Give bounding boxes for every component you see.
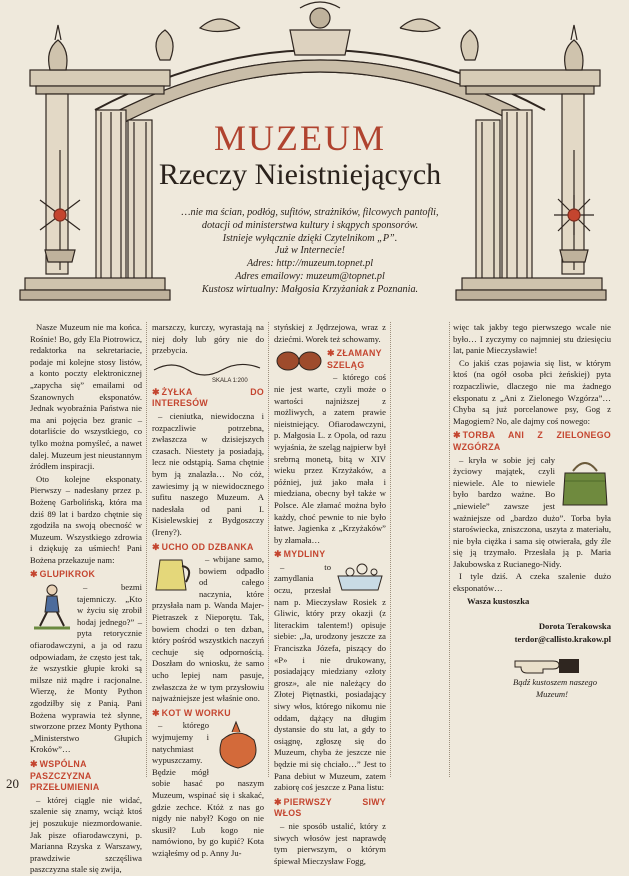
intro-line: …nie ma ścian, podłóg, sufitów, strażników, filcowych pantofli,	[181, 207, 439, 218]
section-heading: ✱ MYDLINY	[274, 549, 326, 560]
broken-coin-illustration	[274, 348, 324, 374]
paragraph: – to zamydlania oczu, przesłał nam p. Mieczysław Rosiek z Gliwic, który przy okazji (z literackim talentem!) opisuje siebie: „Ja, urodzony jeszcze za Franciszka Józefa, piszący do «P» i nie drukowany, posiadający miedziany «złoty grosz», ale nie należący do Złotej Piętnastki, posiadający siwy włos, którego nikomu nie oddam, dążący na długim dystansie do stu lat, a gdy to osiągnę, zgłoszę się do Muzeum, chyba że jeszcze nie będzie mi się chciało…” Jest to Pana debiut w Muzeum, zatem zabiorę coś jeszcze z Pana listu:	[274, 561, 386, 793]
paragraph: I tyle dziś. A czeka szalenie dużo eksponatów…	[453, 571, 611, 594]
section-heading: ✱ KOT W WORKU	[152, 707, 231, 718]
column-rule	[390, 322, 391, 777]
intro-address: Adres: http://muzeum.topnet.pl	[246, 258, 374, 270]
author-name: Dorota Terakowska	[538, 621, 611, 632]
scale-label: SKALA 1:200	[212, 377, 248, 384]
paragraph: – wbijane samo, bowiem odpadło od całego naczynia, które przysłała nam p. Wanda Majer-Pietraszek z Nieporętu. Tak, bowiem chodzi o ten dzban, który pośród wszystkich naczyń cechuje się odpornością. Doszłam do wniosku, że samo ucho lepiej nam pasuje, zwłaszcza że w tym przysłowiu najważniejsze jest właśnie ono.	[152, 554, 264, 704]
paragraph: Nasze Muzeum nie ma końca. Rośnie! Bo, gdy Ela Piotrowicz, redaktorka na sekretariacie, podaje mi kolejne stosy listów, a konto poczty elektronicznej „zapycha się” emailami od Szanownych eksponatów. Jednak wyobraźnia Państwa nie ma ani pojęcia bez granic – dotarliście do wszystkiego, co tylko można pomyśleć, a nawet dalej. Muzeum jest nieustannym źródłem inspiracji.	[30, 322, 142, 472]
paragraph: – nie sposób ustalić, który z siwych włosów jest naprawdę tym pierwszym, o którym śpiewał Mieczysław Fogg,	[274, 820, 386, 866]
column-1	[30, 322, 142, 875]
intro-line: Już w Internecie!	[274, 245, 346, 257]
column-3	[274, 322, 386, 866]
pointing-hand-icon	[513, 651, 583, 677]
intro-text	[160, 207, 460, 297]
column-rule	[449, 322, 450, 777]
paragraph: marszczy, kurczy, wyrastają na niej doły lub góry nie do przebycia.	[152, 322, 264, 356]
page-title: MUZEUM	[214, 118, 386, 158]
wavy-line-illustration	[152, 358, 262, 384]
section-heading: ✱ ŻYŁKA DO INTERESÓW	[152, 386, 264, 409]
section-heading: ✱ GLUPIKROK	[30, 569, 96, 580]
cat-in-bag-illustration	[212, 720, 264, 772]
column-2	[152, 322, 264, 858]
paragraph: Oto kolejne eksponaty. Pierwszy – nadesłany przez p. Bożenę Garbolińską, która ma dziś 89 lat i bardzo chętnie się zgodziła na swoją obecność w Muzeum. Wszystkiego zdrowia i dziękuję za uśmiech! Pani Bożena przekazuje nam:	[30, 473, 142, 565]
title-block	[150, 118, 450, 192]
carpet-bag-illustration	[559, 455, 611, 511]
section-heading: ✱ WSPÓLNA PASZCZYZNA PRZEŁUMIENIA	[30, 758, 100, 793]
column-4	[453, 322, 611, 777]
paragraph: – której ciągle nie widać, szalenie się znamy, wciąż ktoś jej poszukuje niezmordowanie. Jak pisze ofiarodawczyni, p. Marianna Rzyska z Warszawy, prawdziwie szczęśliwa paszczyzna stale się zwija,	[30, 794, 142, 875]
section-heading: ✱ TORBA ANI Z ZIELONEGO WZGÓRZA	[453, 430, 611, 452]
paragraph: – cieniutka, niewidoczna i rozpaczliwie potrzebna, zwłaszcza w dzisiejszych czasach. Niestety ja posiadają, lecz nie odstąpią. Sama chętnie bym ją znalazła… No cóż, zawiesimy ją w niewidocznego sufitu naszego Muzeum. A nadesłała od pani I. Kisielewskiej z Bydgoszczy (Ireny?).	[152, 410, 264, 537]
paragraph: – bezmi tajemniczy. „Kto w życiu się zrobił hodaj jednego?” – pyta retorycznie ofiarodawczyni, a ja od razu odpowiadam, że często jest tak, że wszystkie głupie kroki są milsze niż mądre i racjonalne. Wierzę, że Monty Python zgodziłby się z Panią. Pani Bożena wyprawia też słynne, stworzone przez Monty Pythona „Ministerstwo Głupich Kroków”…	[30, 582, 142, 755]
paragraph: więc tak jakby tego pierwszego wcale nie było… I zyczymy co najmniej stu dziesięciu lat, panie Mieczysławie!	[453, 322, 611, 356]
paragraph: – kryła w sobie jej cały życiowy majątek, czyli niewiele. Ale to niewiele było bardzo ważne. Bo „niewiele” zawsze jest ważniejsze od „bardzo dużo”. Torba była staroświecka, zniszczona, uszyta z materiału, nie była ciężka i sama się otwierała, gdy źle się ją trzymało. Przesłała ją p. Maria Jakubowska z Rucianego-Nidy.	[453, 454, 611, 569]
paragraph: styńskiej z Jędrzejowa, wraz z dziećmi. Worek też schowamy.	[274, 322, 386, 344]
call-to-action: Bądź kustoszem naszego Muzeum!	[512, 677, 598, 700]
soap-bubbles-illustration	[334, 562, 386, 592]
page-subtitle: Rzeczy Nieistniejących	[158, 158, 442, 191]
intro-curator: Kustosz wirtualny: Małgosia Krzyżaniak z Poznania.	[201, 283, 419, 295]
walking-man-illustration	[30, 582, 74, 632]
intro-line: dotacji od ministerstwa kultury i skąpych sponsorów.	[201, 219, 419, 231]
jug-handle-illustration	[152, 554, 196, 594]
paragraph: – którego wyjmujemy i natychmiast wypuszczamy. Będzie mógł sobie hasać po naszym Muzeum, wspinać się i skakać, gdzie zechce. Któż z nas go nigdy nie nabył? Kogo on nie skusił? Lub kogo nie namówiono, by go kupić? Kota wziąłeśmy od p. Anny Ju-	[152, 720, 264, 858]
intro-line: Istnieje wyłącznie dzięki Czytelnikom „P”.	[222, 232, 398, 244]
section-heading: ✱ PIERWSZY SIWY WŁOS	[274, 796, 386, 819]
column-rule	[268, 322, 269, 777]
column-rule	[146, 322, 147, 777]
author-email: terdor@callisto.krakow.pl	[514, 633, 611, 644]
section-heading: ✱ UCHO OD DZBANKA	[152, 541, 254, 552]
intro-email: Adres emailowy: muzeum@topnet.pl	[235, 270, 385, 282]
closing-signature: Wasza kustoszka	[467, 595, 530, 606]
page-number: 20	[6, 776, 19, 791]
section-heading: ✱ ZŁAMANY SZELĄG	[327, 348, 382, 370]
paragraph: – którego coś nie jest warte, czyli może o wartości najniższej z możliwych, a zatem prawie nieistniejący. Ofiarodawczyni, p. Małgosia L. z Opola, od razu wyjaśnia, że szeląg najpierw był srebrną monetą, bitą w XIV wieku przez Krzyżaków, a później, już jako mała i miedziana, obecny był także w Polsce. Ale złamać można było każdy, choć pewnie to nie było łatwe. Jagienka z „Krzyżaków” by złamała…	[274, 372, 386, 545]
paragraph: Co jakiś czas pojawia się list, w którym ktoś (na ogół osoba płci żeńskiej) pyta rozpaczliwie, dlaczego nie ma żadnego eksponatu z „Ani z Zielonego Wzgórza”… Chyba są już porcelanowe psy, Gog z Magogiem? No, ale dajmy coś nowego:	[453, 357, 611, 426]
